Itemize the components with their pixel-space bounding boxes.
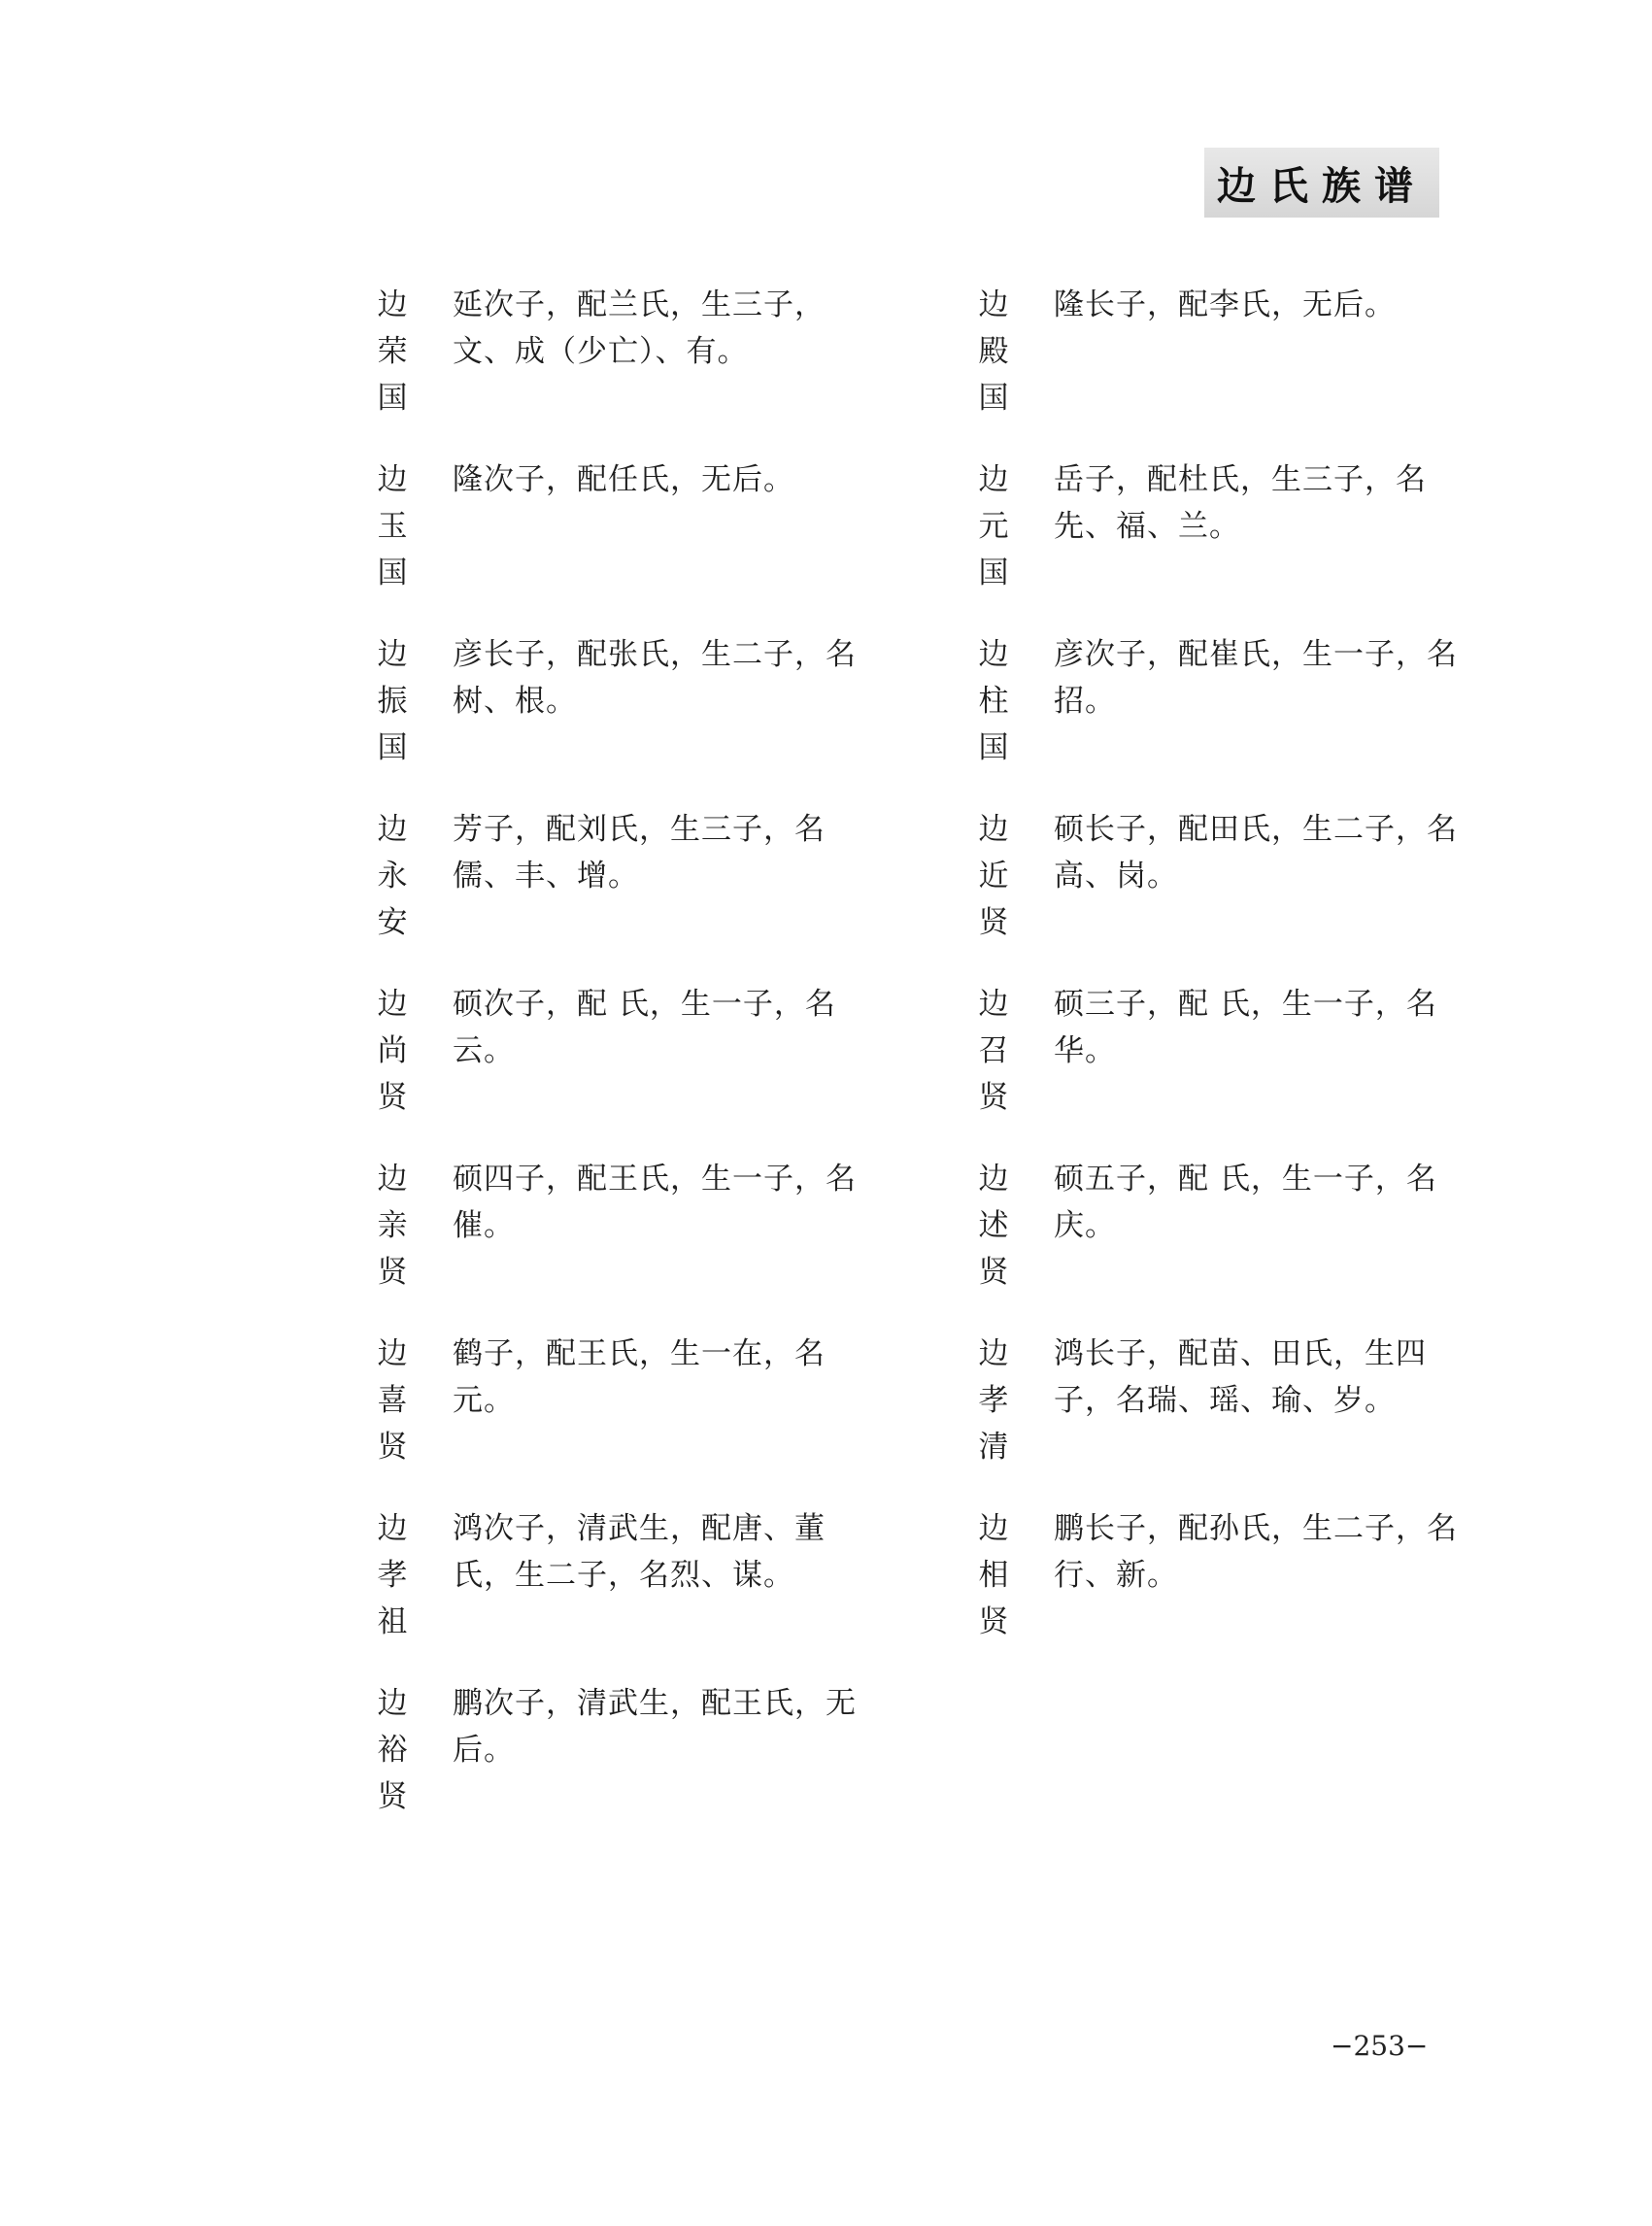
entry-name: 边 召 贤 <box>978 987 1009 1115</box>
genealogy-entry <box>373 1331 880 1470</box>
entry-description: 鸿长子，配苗、田氏，生四子，名瑞、瑶、瑜、岁。 <box>1054 1336 1427 1418</box>
genealogy-entry <box>373 631 880 771</box>
header-title-tag <box>1204 148 1439 218</box>
entry-name: 边 尚 贤 <box>377 987 408 1115</box>
entry-name: 边 亲 贤 <box>377 1162 408 1290</box>
genealogy-entry <box>373 1505 880 1645</box>
entry-name: 边 孝 祖 <box>377 1511 408 1639</box>
genealogy-entry <box>974 806 1462 946</box>
genealogy-entry <box>974 631 1462 771</box>
entry-description: 硕次子，配 氏，生一子，名云。 <box>453 987 836 1068</box>
entry-name: 边 孝 清 <box>978 1336 1009 1465</box>
entry-description: 鸿次子，清武生，配唐、董氏，生二子，名烈、谋。 <box>453 1511 826 1593</box>
entry-description: 延次子，配兰氏，生三子，文、成（少亡）、有。 <box>453 287 826 369</box>
genealogy-entry <box>974 456 1462 596</box>
entry-name: 边 元 国 <box>978 462 1009 590</box>
page-number: −253− <box>1331 2030 1429 2062</box>
genealogy-entry <box>974 282 1462 422</box>
genealogy-entry <box>974 981 1462 1121</box>
entry-name: 边 柱 国 <box>978 637 1009 765</box>
entry-name: 边 玉 国 <box>377 462 408 590</box>
entry-description: 彦长子，配张氏，生二子，名树、根。 <box>453 637 857 719</box>
entry-name: 边 述 贤 <box>978 1162 1009 1290</box>
genealogy-entry <box>974 1331 1462 1470</box>
genealogy-entry <box>974 1505 1462 1645</box>
genealogy-entry <box>373 282 880 422</box>
entry-description: 鹏长子，配孙氏，生二子，名行、新。 <box>1054 1511 1458 1593</box>
genealogy-entry <box>373 806 880 946</box>
entry-description: 硕长子，配田氏，生二子，名高、岗。 <box>1054 812 1458 894</box>
genealogy-entry <box>974 1156 1462 1296</box>
entry-description: 硕五子，配 氏，生一子，名庆。 <box>1054 1162 1437 1243</box>
entry-description: 鹏次子，清武生，配王氏，无后。 <box>453 1686 857 1768</box>
genealogy-entry <box>373 456 880 596</box>
entry-description: 鹤子，配王氏，生一在，名元。 <box>453 1336 826 1418</box>
entry-description: 硕四子，配王氏，生一子，名催。 <box>453 1162 857 1243</box>
entry-description: 彦次子，配崔氏，生一子，名招。 <box>1054 637 1458 719</box>
entry-name: 边 近 贤 <box>978 812 1009 940</box>
genealogy-entry <box>373 1680 880 1820</box>
entry-name: 边 喜 贤 <box>377 1336 408 1465</box>
entry-description: 岳子，配杜氏，生三子，名先、福、兰。 <box>1054 462 1427 544</box>
genealogy-entry <box>373 1156 880 1296</box>
entry-name: 边 殿 国 <box>978 287 1009 416</box>
entry-name: 边 裕 贤 <box>377 1686 408 1814</box>
entry-name: 边 振 国 <box>377 637 408 765</box>
header-title: 边氏族谱 <box>1217 163 1427 209</box>
entry-name: 边 荣 国 <box>377 287 408 416</box>
entry-description: 芳子，配刘氏，生三子，名儒、丰、增。 <box>453 812 826 894</box>
entry-description: 隆次子，配任氏，无后。 <box>453 462 794 497</box>
entry-name: 边 永 安 <box>377 812 408 940</box>
entry-name: 边 相 贤 <box>978 1511 1009 1639</box>
genealogy-entry <box>373 981 880 1121</box>
entry-description: 隆长子，配李氏，无后。 <box>1054 287 1396 322</box>
entry-description: 硕三子，配 氏，生一子，名华。 <box>1054 987 1437 1068</box>
